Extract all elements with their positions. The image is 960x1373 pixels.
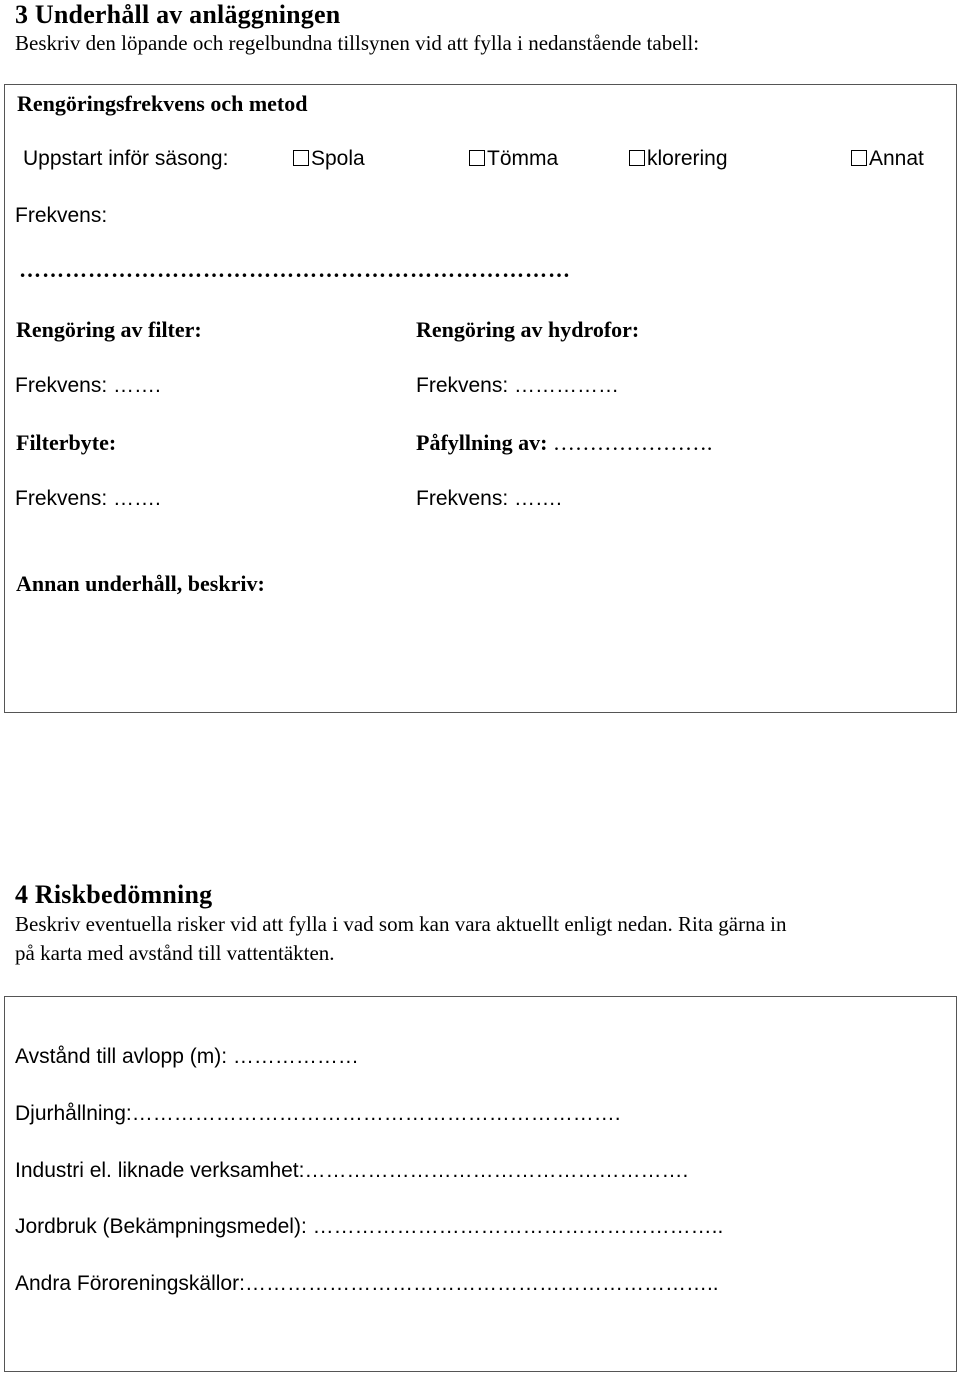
- maintenance-box: [4, 84, 957, 713]
- animal-husbandry-field[interactable]: Djurhållning:…………………………………………………………….: [15, 1102, 621, 1125]
- section-4-intro-line-2: på karta med avstånd till vattentäkten.: [15, 941, 335, 965]
- frequency-label: Frekvens:: [15, 204, 108, 227]
- section-4-intro-line-1: Beskriv eventuella risker vid att fylla i vad som kan vara aktuellt enligt nedan. Rita gärna in: [15, 912, 787, 936]
- industry-field[interactable]: Industri el. liknade verksamhet:……………………………………………….: [15, 1159, 689, 1182]
- filter-change-frequency[interactable]: Frekvens: …….: [15, 487, 161, 510]
- other-maintenance-area[interactable]: [16, 605, 941, 700]
- risk-box: [4, 996, 957, 1372]
- frequency-input-line[interactable]: ………………………………………………………………: [19, 257, 571, 282]
- option-klorering[interactable]: [629, 147, 728, 171]
- startup-label: Uppstart inför säsong:: [23, 147, 229, 170]
- refill-input-line[interactable]: ………………….: [552, 430, 713, 455]
- filter-cleaning-frequency[interactable]: Frekvens: …….: [15, 374, 161, 397]
- other-maintenance-label: Annan underhåll, beskriv:: [16, 571, 265, 596]
- checkbox-spola[interactable]: [293, 150, 309, 166]
- refill-label: Påfyllning av:: [416, 430, 548, 455]
- maintenance-box-title: Rengöringsfrekvens och metod: [17, 91, 308, 116]
- section-3-intro: Beskriv den löpande och regelbundna tillsynen vid att fylla i nedanstående tabell:: [15, 31, 700, 55]
- checkbox-tomma[interactable]: [469, 150, 485, 166]
- option-tomma-label: Tömma: [487, 147, 559, 170]
- agriculture-field[interactable]: Jordbruk (Bekämpningsmedel): …………………………………………………..: [15, 1215, 724, 1238]
- option-spola-label: Spola: [311, 147, 365, 170]
- checkbox-annat[interactable]: [851, 150, 867, 166]
- section-3-heading: 3 Underhåll av anläggningen: [15, 0, 341, 29]
- option-annat[interactable]: [851, 147, 924, 171]
- distance-sewage-field[interactable]: Avstånd till avlopp (m): ………………: [15, 1045, 359, 1068]
- other-pollution-field[interactable]: Andra Föroreningskällor:…………………………………………………………..: [15, 1272, 719, 1295]
- option-klorering-label: klorering: [647, 147, 728, 170]
- filter-change-label: Filterbyte:: [16, 430, 117, 455]
- checkbox-klorering[interactable]: [629, 150, 645, 166]
- refill-frequency[interactable]: Frekvens: …….: [416, 487, 562, 510]
- refill-row: [416, 430, 712, 456]
- section-4-heading: 4 Riskbedömning: [15, 880, 213, 909]
- filter-cleaning-label: Rengöring av filter:: [16, 317, 202, 342]
- hydrofor-cleaning-frequency[interactable]: Frekvens: ……………: [416, 374, 620, 397]
- hydrofor-cleaning-label: Rengöring av hydrofor:: [416, 317, 640, 342]
- option-annat-label: Annat: [869, 147, 924, 170]
- option-tomma[interactable]: [469, 147, 558, 171]
- option-spola[interactable]: [293, 147, 365, 171]
